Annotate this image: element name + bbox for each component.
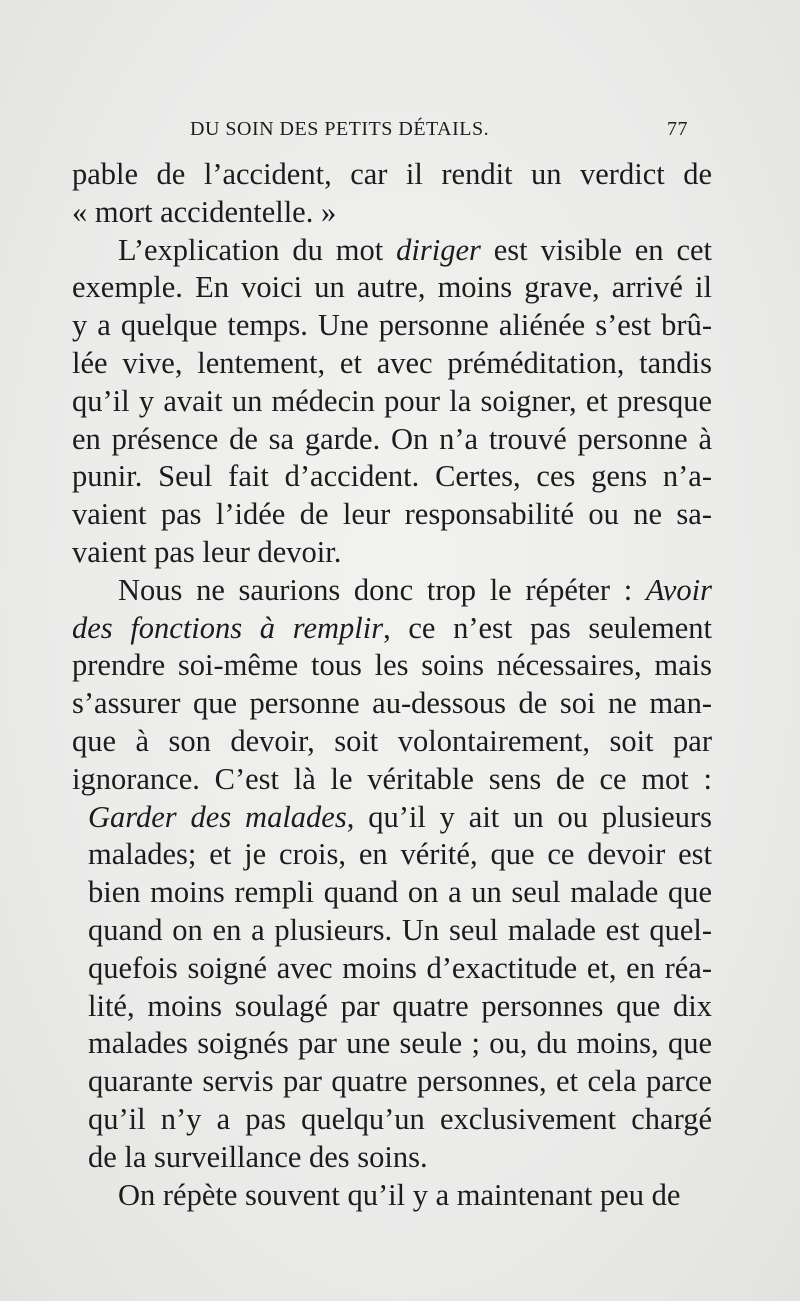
text-line [72, 836, 712, 874]
text-run: quand on en a plusieurs. Un seul malade est quel- [88, 912, 712, 947]
text-line [72, 912, 712, 950]
paragraph [72, 1177, 712, 1215]
text-run: lité, moins soulagé par quatre personnes que dix [88, 988, 712, 1023]
text-line [72, 383, 712, 421]
text-line [72, 345, 712, 383]
text-line [72, 761, 712, 799]
text-run: « mort accidentelle. » [72, 194, 337, 229]
body-text [72, 156, 712, 1214]
text-run: bien moins rempli quand on a un seul malade que [88, 875, 712, 910]
text-line [72, 723, 712, 761]
paragraph [72, 572, 712, 1177]
text-run: pable de l’accident, car il rendit un verdict de [72, 157, 712, 191]
text-line [72, 307, 712, 345]
text-run: vaient pas leur devoir. [72, 534, 342, 569]
text-line [72, 1101, 712, 1139]
text-run: , ce n’est pas seulement [383, 610, 712, 645]
text-line [72, 1177, 712, 1215]
text-run: malades; et je crois, en vérité, que ce devoir est [88, 837, 712, 872]
paragraph [72, 232, 712, 572]
text-run: que à son devoir, soit volontairement, soit par [72, 723, 712, 758]
text-line [72, 458, 712, 496]
text-run: quefois soigné avec moins d’exactitude et, en réa- [88, 950, 712, 985]
text-line [72, 799, 712, 837]
text-line [72, 496, 712, 534]
text-line [72, 1139, 712, 1177]
text-line [72, 421, 712, 459]
paragraph [72, 156, 712, 232]
text-run: lée vive, lentement, et avec préméditation, tandis [72, 345, 712, 380]
text-run: y a quelque temps. Une personne aliénée s’est brû- [72, 308, 712, 343]
italic-run: des fonctions à remplir [72, 610, 384, 645]
text-line [72, 685, 712, 723]
text-run: , qu’il y ait un ou plusieurs [346, 799, 712, 834]
text-run: prendre soi-même tous les soins nécessaires, mais [72, 648, 712, 683]
italic-run: Garder des malades [88, 799, 347, 834]
text-line [72, 874, 712, 912]
text-run: s’assurer que personne au-dessous de soi ne man- [72, 686, 712, 721]
text-run: qu’il n’y a pas quelqu’un exclusivement chargé [88, 1101, 712, 1136]
italic-run: Avoir [645, 572, 712, 607]
text-run: vaient pas l’idée de leur responsabilité ou ne sa- [72, 497, 712, 532]
text-line [72, 1063, 712, 1101]
text-line [72, 988, 712, 1026]
text-line [72, 950, 712, 988]
text-run: quarante servis par quatre personnes, et cela parce [88, 1064, 712, 1099]
text-line [72, 534, 712, 572]
text-line [72, 647, 712, 685]
text-line [72, 1025, 712, 1063]
text-line [72, 232, 712, 270]
page-number: 77 [667, 118, 688, 140]
text-line [72, 269, 712, 307]
text-run: On répète souvent qu’il y a maintenant peu de [118, 1177, 681, 1212]
text-line [72, 156, 712, 194]
text-run: est visible en cet [480, 232, 713, 267]
text-run: malades soignés par une seule ; ou, du moins, que [88, 1026, 712, 1061]
italic-run: diriger [396, 232, 481, 267]
text-run: punir. Seul fait d’accident. Certes, ces gens n’a- [72, 459, 712, 494]
running-title: DU SOIN DES PETITS DÉTAILS. [190, 118, 490, 140]
text-line [72, 194, 712, 232]
text-line [72, 610, 712, 648]
text-run: qu’il y avait un médecin pour la soigner, et presque [72, 383, 712, 418]
text-line [72, 572, 712, 610]
text-run: en présence de sa garde. On n’a trouvé personne à [72, 421, 712, 456]
running-head [190, 118, 688, 148]
text-run: de la surveillance des soins. [88, 1139, 428, 1174]
text-run: ignorance. C’est là le véritable sens de ce mot : [72, 761, 712, 796]
text-run: L’explication du mot [118, 232, 397, 267]
text-run: exemple. En voici un autre, moins grave, arrivé il [72, 270, 712, 305]
text-run: Nous ne saurions donc trop le répéter : [118, 572, 646, 607]
